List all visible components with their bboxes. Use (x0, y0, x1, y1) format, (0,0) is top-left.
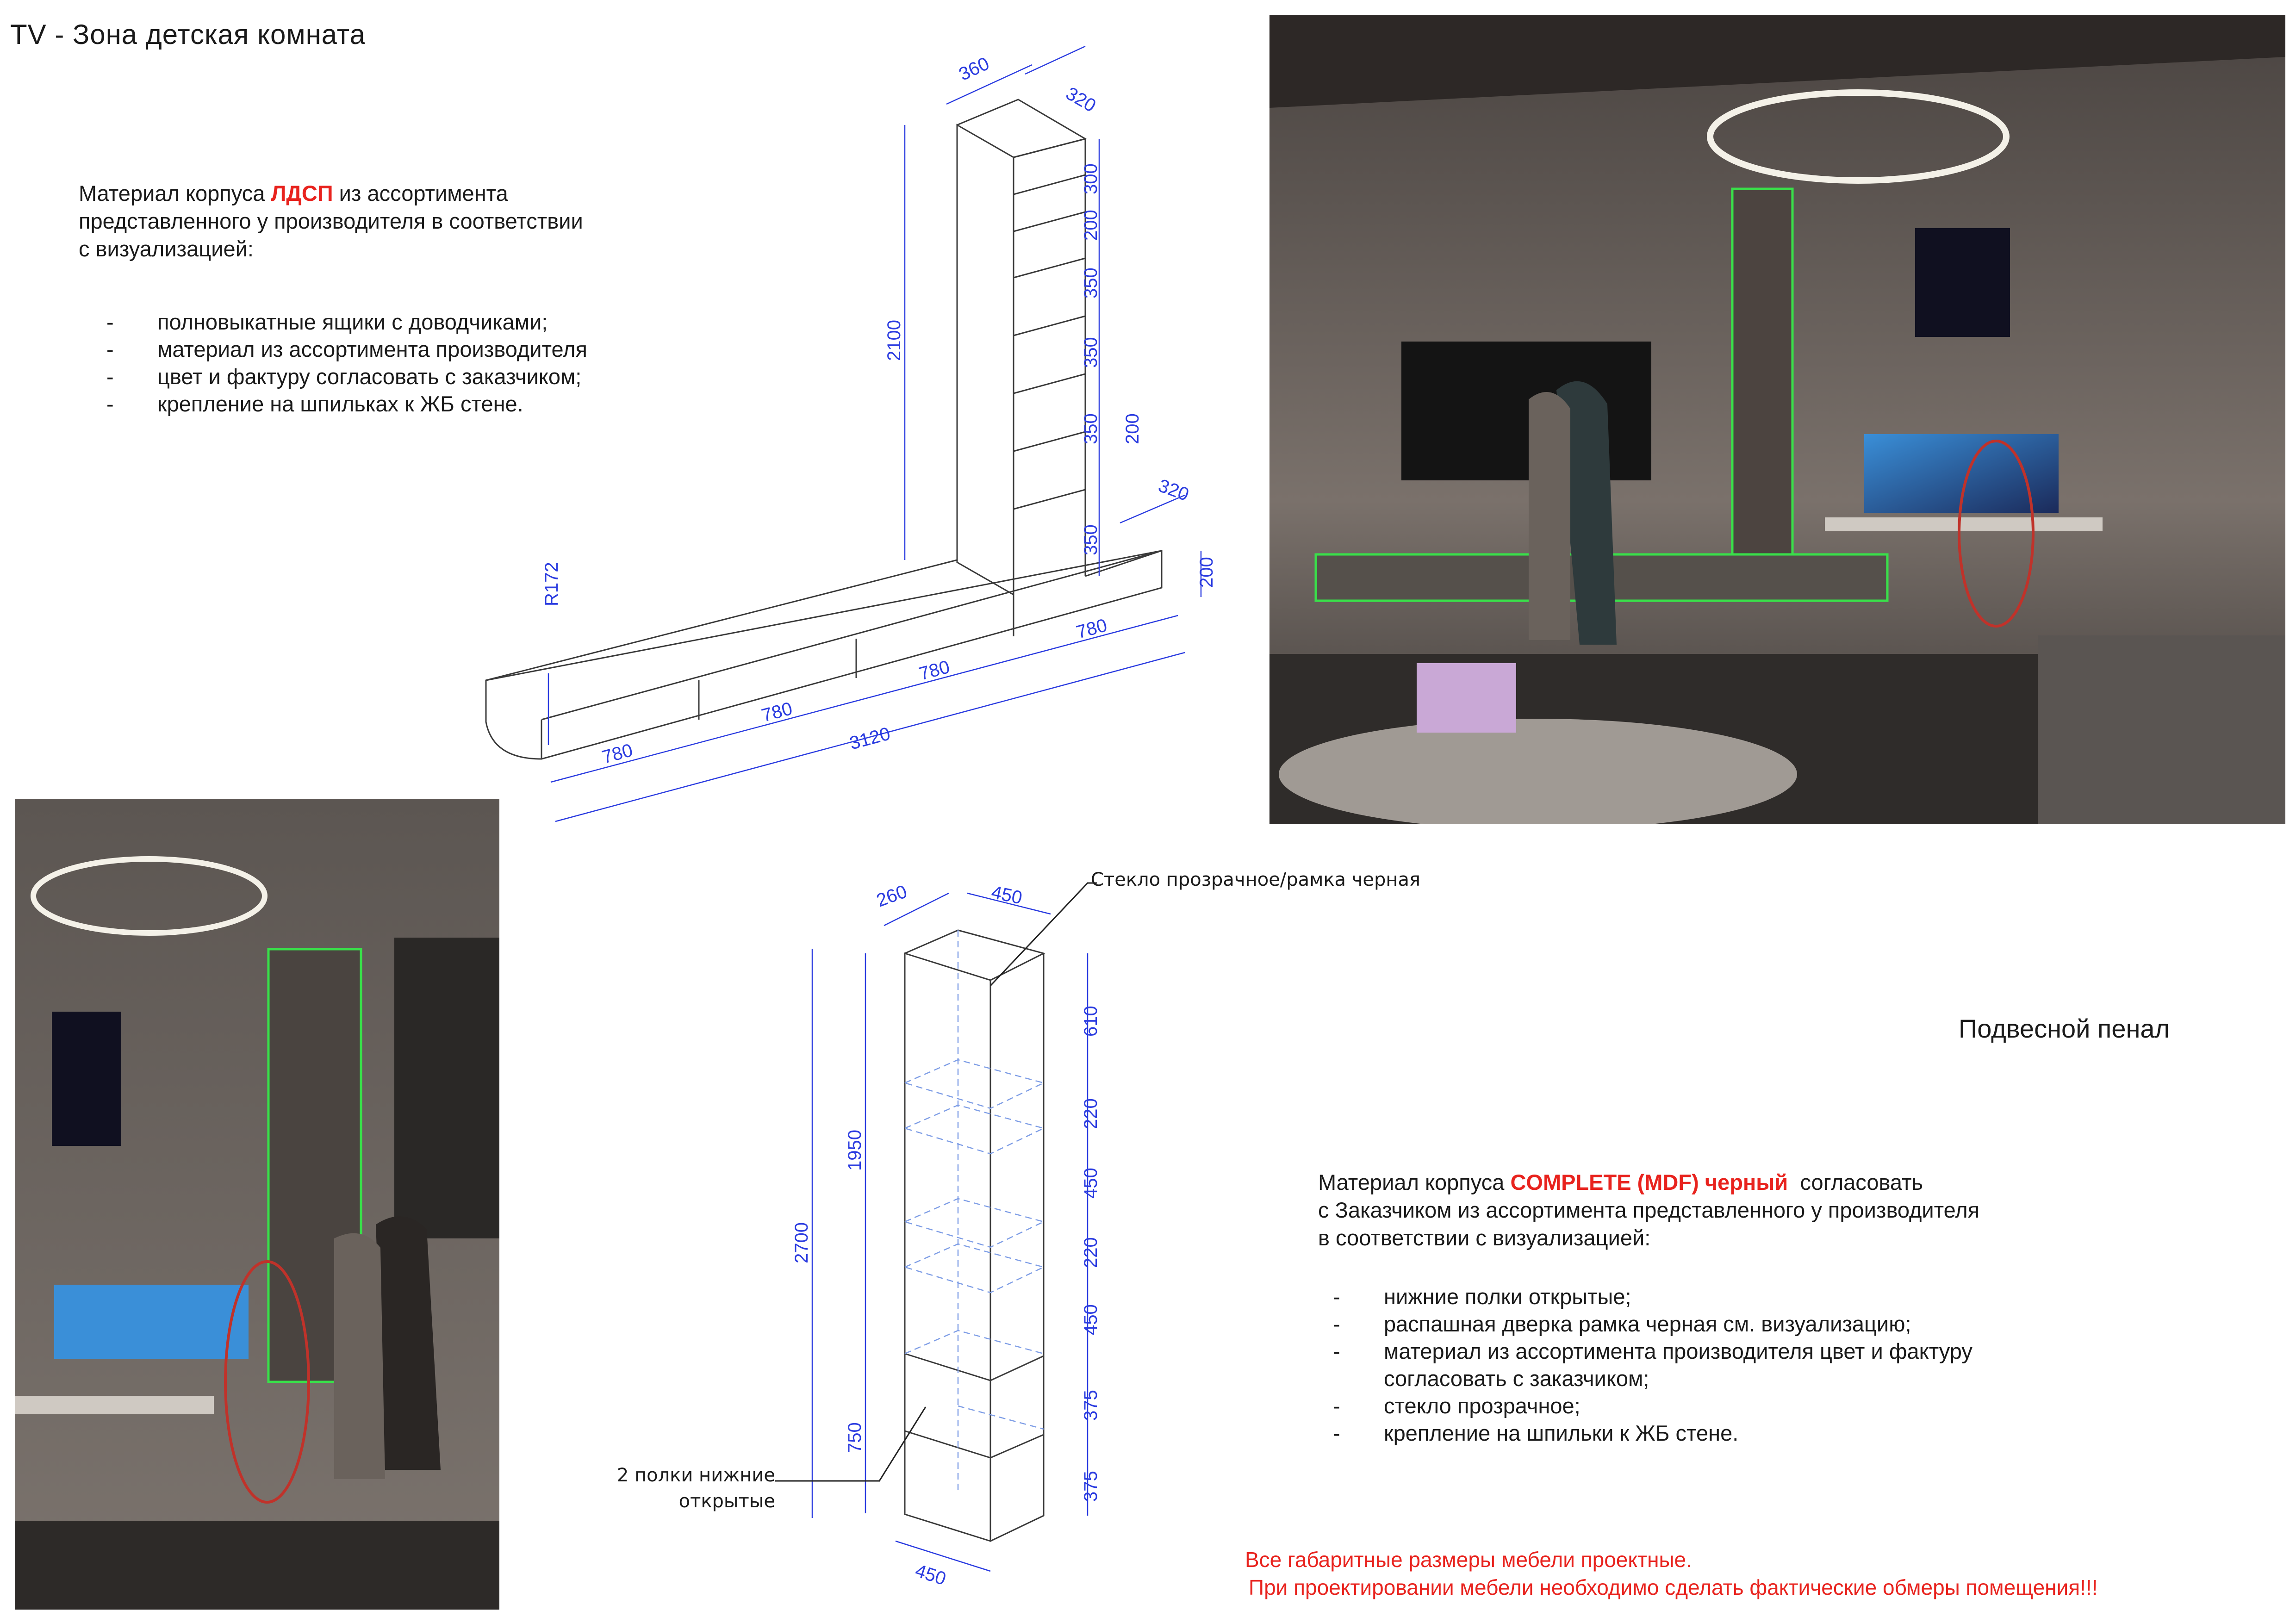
dim-seg-2: 220 (1081, 1098, 1101, 1129)
material-highlight: COMPLETE (MDF) черный (1510, 1170, 1788, 1194)
material-label: Материал корпуса (79, 181, 271, 205)
spec-item: - стекло прозрачное; (1333, 1392, 2212, 1419)
dim-top-depth: 320 (1062, 83, 1100, 117)
dim-section-3: 780 (916, 656, 952, 684)
cabinet-dimension-lines (812, 893, 1088, 1571)
dim-total-length: 3120 (847, 723, 893, 754)
shelves-callout-line-1: 2 полки нижние (616, 1465, 775, 1486)
cabinet-spec-list (1333, 1283, 2212, 1447)
spec-item: - полновыкатные ящики с доводчиками; (106, 308, 708, 336)
shelves-callout (592, 1462, 775, 1514)
dim-upper-height: 1950 (845, 1130, 865, 1171)
dim-base-depth: 320 (1155, 475, 1192, 505)
footer-note-1: Все габаритные размеры мебели проектные. (1245, 1548, 1692, 1572)
dim-total-height: 2700 (791, 1222, 812, 1263)
page-title: TV - Зона детская комната (10, 19, 366, 50)
spec-item: - крепление на шпильки к ЖБ стене. (1333, 1419, 2212, 1447)
cabinet-front-face (905, 953, 990, 1541)
cabinet-door-bottom (905, 1354, 1044, 1380)
dim-lower-height: 750 (845, 1422, 865, 1453)
material-label: Материал корпуса (1318, 1170, 1511, 1194)
glass-shelves (905, 930, 1044, 1490)
dim-seg-4: 220 (1081, 1237, 1101, 1268)
glass-callout: Стекло прозрачное/рамка черная (1091, 869, 1421, 890)
cabinet-dimension-labels (791, 881, 1101, 1589)
dim-section-1: 780 (599, 740, 635, 768)
dim-radius: R172 (541, 562, 562, 606)
spec-item: - цвет и фактуру согласовать с заказчиком; (106, 363, 708, 390)
material-line-3: в соответствии с визуализацией: (1318, 1225, 1651, 1250)
dim-shelf-3: 350 (1081, 267, 1101, 298)
dim-section-4: 780 (1074, 615, 1109, 643)
cabinet-side-face (990, 953, 1044, 1541)
dim-seg-3: 450 (1081, 1168, 1101, 1199)
dim-base-height-front: 200 (1196, 557, 1217, 588)
material-suffix: согласовать (1788, 1170, 1923, 1194)
material-suffix: из ассортимента (333, 181, 508, 205)
dim-seg-1: 610 (1081, 1006, 1101, 1037)
material-highlight: ЛДСП (271, 181, 333, 205)
dim-shelf-2: 200 (1081, 210, 1101, 241)
dim-top-width: 360 (956, 53, 993, 85)
lower-shelf (905, 1431, 1044, 1458)
spec-item-text: материал из ассортимента производителя цвет и фактуру (1384, 1339, 1972, 1363)
poster-icon (1915, 228, 2010, 337)
callout-leaders (775, 883, 1097, 1481)
material-line-2: с Заказчиком из ассортимента представленного у производителя (1318, 1198, 1980, 1222)
dim-shelf-1: 300 (1081, 163, 1101, 194)
material-line-2: представленного у производителя в соответствии (79, 209, 583, 233)
dim-seg-5: 450 (1081, 1304, 1101, 1335)
dim-section-2: 780 (759, 698, 795, 726)
dim-shelf-4: 350 (1081, 337, 1101, 368)
footer-note-2: При проектировании мебели необходимо сделать фактические обмеры помещения!!! (1249, 1575, 2098, 1599)
spec-item-continuation: согласовать с заказчиком; (1384, 1366, 1649, 1391)
dim-bottom-width: 450 (913, 1560, 949, 1590)
dim-top-left: 260 (874, 881, 910, 911)
dim-top-right: 450 (989, 882, 1024, 908)
cabinet-material-text (1318, 1169, 2221, 1252)
spec-item (1333, 1337, 2212, 1392)
cabinet-heading: Подвесной пенал (1959, 1014, 2170, 1043)
shelves-callout-line-2: открытые (678, 1491, 775, 1512)
dim-base-height-side: 200 (1122, 413, 1143, 444)
dim-tower-height: 2100 (884, 320, 904, 361)
cabinet-top-face (905, 930, 1044, 980)
footer-notes (1245, 1546, 2291, 1601)
spec-item: - нижние полки открытые; (1333, 1283, 2212, 1310)
spec-item: - крепление на шпильках к ЖБ стене. (106, 390, 708, 417)
spec-item: - распашная дверка рамка черная см. визуализацию; (1333, 1310, 2212, 1337)
dim-seg-6: 375 (1081, 1390, 1101, 1421)
dim-shelf-5: 350 (1081, 413, 1101, 444)
material-line-3: с визуализацией: (79, 236, 254, 261)
dim-seg-7: 375 (1081, 1471, 1101, 1502)
spec-item: - материал из ассортимента производителя (106, 336, 708, 363)
dim-shelf-6: 350 (1081, 524, 1101, 555)
